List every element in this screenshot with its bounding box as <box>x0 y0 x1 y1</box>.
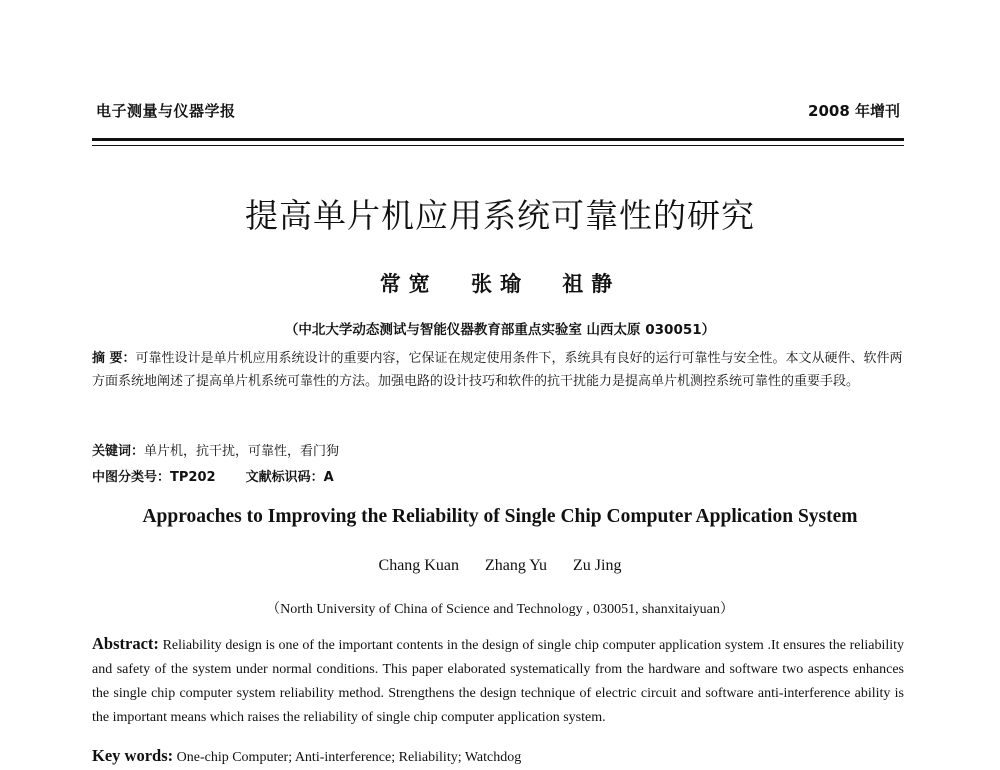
paper-title-chinese: 提高单片机应用系统可靠性的研究 <box>245 196 755 235</box>
clc-value: TP202 <box>170 470 216 485</box>
author-1: Chang Kuan <box>378 557 459 574</box>
authors-chinese: 常宽 张瑜 祖静 <box>379 271 621 296</box>
journal-name: 电子测量与仪器学报 <box>96 102 236 120</box>
issue-label: 2008 年增刊 <box>808 102 900 120</box>
doc-code-label: 文献标识码： <box>245 470 324 485</box>
author-3: Zu Jing <box>573 557 622 574</box>
affiliation-chinese: （中北大学动态测试与智能仪器教育部重点实验室 山西太原 030051） <box>284 322 716 338</box>
authors-english <box>0 557 1000 575</box>
classification-line <box>92 466 904 489</box>
keywords-label-chinese: 关键词： <box>92 444 145 459</box>
doc-code-value: A <box>323 470 334 485</box>
header-rule-thick <box>92 138 904 141</box>
abstract-text-english: Reliability design is one of the important contents in the design of single chip computer application system .It ensures the reliability and safety of the system under normal conditions. This paper elaborated systematically from the hardware and software two aspects enhances the single chip computer system reliability method. Strengthens the design technique of electric circuit and software anti-interference ability is the important means which raises the reliability of single chip computer application system. <box>92 638 905 725</box>
paper-title-english: Approaches to Improving the Reliability of Single Chip Computer Application System <box>142 506 858 527</box>
keywords-text-english: One-chip Computer; Anti-interference; Reliability; Watchdog <box>176 750 522 765</box>
abstract-chinese <box>92 347 904 393</box>
keywords-english <box>92 744 904 770</box>
header-rule-thin <box>92 145 904 146</box>
keywords-chinese <box>92 440 904 463</box>
abstract-english <box>92 632 904 730</box>
affiliation-english: （North University of China of Science and Technology , 030051, shanxitaiyuan） <box>266 602 734 617</box>
author-2: Zhang Yu <box>484 557 548 574</box>
abstract-label-english: Abstract: <box>92 634 159 653</box>
clc-label: 中图分类号： <box>92 470 171 485</box>
keywords-label-english: Key words: <box>92 746 174 765</box>
abstract-text-chinese: 可靠性设计是单片机应用系统设计的重要内容，它保证在规定使用条件下，系统具有良好的运行可靠性与安全性。本文从硬件、软件两方面系统地阐述了提高单片机系统可靠性的方法。加强电路的设计技巧和软件的抗干扰能力是提高单片机测控系统可靠性的重要手段。 <box>92 351 903 389</box>
abstract-label-chinese: 摘 要： <box>92 351 136 366</box>
keywords-text-chinese: 单片机，抗干扰，可靠性，看门狗 <box>144 444 340 459</box>
